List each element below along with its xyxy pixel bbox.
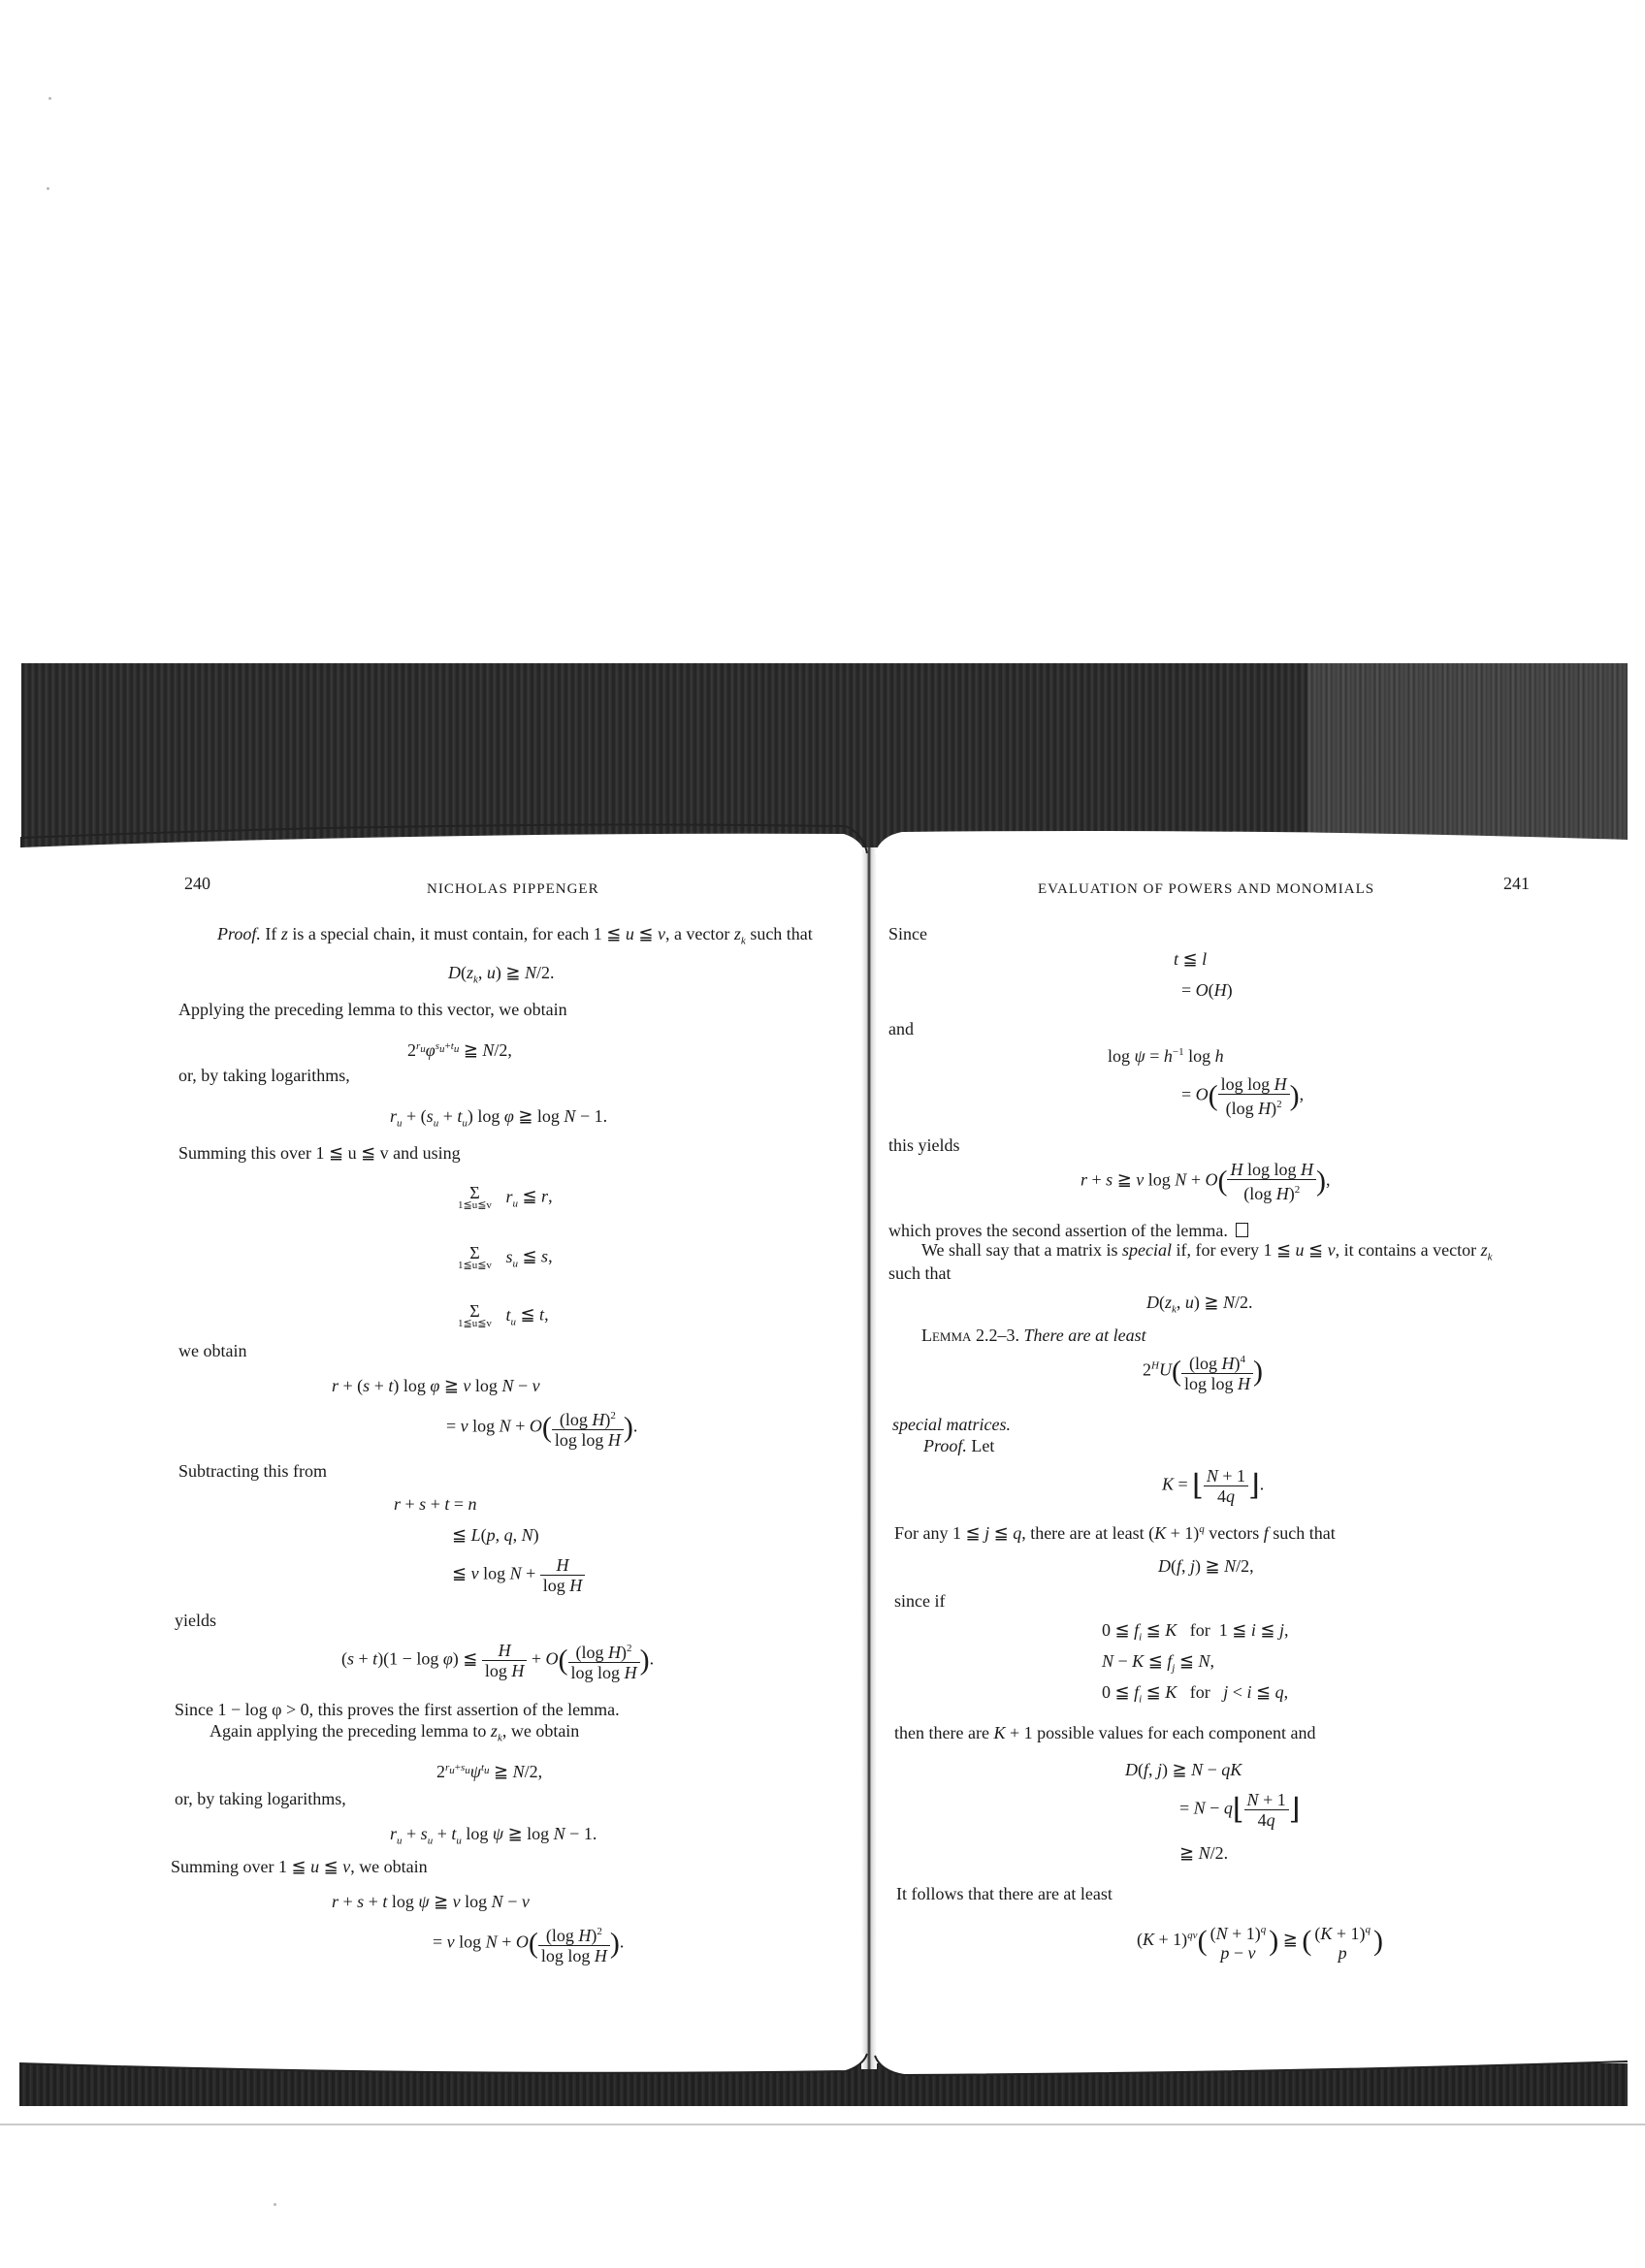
- equation-rstn-2: ≦ L(p, q, N): [452, 1525, 539, 1545]
- paragraph-special-matrices: special matrices.: [892, 1415, 1011, 1434]
- equation-rst-line-2: = v log N + O( $\frac{(\log H)^2}{\text{log log H}}$ ).: [446, 1406, 637, 1450]
- paragraph-then-there: then there are K + 1 possible values for each component and: [894, 1723, 1316, 1742]
- proof-label: Proof.: [217, 924, 261, 943]
- equation-final-count: $(K + 1)^{qv}$( $(N + 1)^q$ p − v ) ≧ ( $(K + 1)^q$ p ): [1137, 1924, 1383, 1963]
- equation-log-bound-2: $r_u + s_u + t_u$ log ψ ≧ log N − 1.: [390, 1824, 597, 1847]
- scan-speck: [274, 2203, 276, 2206]
- equation-rstn-1: r + s + t = n: [394, 1494, 477, 1514]
- qed-box-icon: [1236, 1223, 1248, 1237]
- equation-st-bound: (s + t)(1 − log φ) ≦ $\frac{H}{\text{log H}}$ + O( $\frac{(\log H)^2}{\text{log log H}}$ ).: [341, 1641, 655, 1682]
- equation-d-zk: $D(z_k$, u) ≧ N/2.: [448, 963, 555, 986]
- equation-d-zk-right: $D(z_k$, u) ≧ N/2.: [1146, 1293, 1253, 1316]
- paragraph-summing-2: Summing over 1 ≦ u ≦ v, we obtain: [171, 1857, 428, 1876]
- paragraph-since-if: since if: [894, 1591, 946, 1611]
- paragraph-applying: Applying the preceding lemma to this vector, we obtain: [178, 1000, 567, 1019]
- paragraph-since-first-assertion: Since 1 − log φ > 0, this proves the first assertion of the lemma.: [175, 1700, 620, 1719]
- equation-d-fj-bound-2: = N − q⌊ $\frac{N + 1}{4q}$ ⌋: [1179, 1790, 1301, 1830]
- equation-special-count: $2^HU$( $\frac{(\log H)^4}{\text{log log H}}$ ): [1143, 1350, 1263, 1393]
- equation-fi-range-3: 0 ≦ $f_i$ ≦ K for j < i ≦ q,: [1102, 1682, 1289, 1706]
- paragraph-we-obtain-1: we obtain: [178, 1341, 247, 1360]
- equation-rs-bound: r + s ≧ v log N + O( $\frac{\text{H log log H}}{(\log H)^2}$ ),: [1081, 1160, 1331, 1203]
- equation-rst-psi-1: r + s + t log ψ ≧ v log N − v: [332, 1892, 530, 1911]
- left-page: [21, 847, 863, 2063]
- equation-log-psi-2: = O( $\frac{\text{log log H}}{(\log H)^2}$ ),: [1181, 1074, 1305, 1118]
- paragraph-yields: yields: [175, 1611, 216, 1630]
- book-shadow-top: [21, 663, 1628, 847]
- equation-log-psi-1: $\log \psi = h^{-1}$ log h: [1108, 1046, 1224, 1066]
- paragraph-it-follows: It follows that there are at least: [896, 1884, 1113, 1903]
- scan-speck: [48, 97, 51, 100]
- sum-s-equation: Σ 1≦u≦v $s_u$ ≦ s,: [458, 1243, 553, 1271]
- paragraph-subtracting: Subtracting this from: [178, 1461, 327, 1481]
- proof-intro-text: If z is a special chain, it must contain, for each 1 ≦ u ≦ v, a vector $z_k$ such that: [265, 924, 813, 947]
- paragraph-this-yields: this yields: [888, 1135, 960, 1155]
- book-gutter: [861, 847, 877, 2069]
- paragraph-and: and: [888, 1019, 914, 1038]
- equation-d-fj-bound-3: ≧ N/2.: [1179, 1843, 1229, 1863]
- equation-o-h: = O(H): [1181, 980, 1233, 1000]
- paragraph-or-log-1: or, by taking logarithms,: [178, 1066, 350, 1085]
- equation-power-bound: $2^{r_u}\varphi^{s_u+t_u}$ ≧ N/2,: [407, 1040, 512, 1060]
- equation-rstn-3: ≦ v log N + $\frac{H}{\text{log H}}$: [452, 1555, 585, 1595]
- equation-rst-line-1: r + (s + t) log φ ≧ v log N − v: [332, 1376, 540, 1395]
- left-running-header: NICHOLAS PIPPENGER: [427, 881, 599, 897]
- paragraph-which-proves: which proves the second assertion of the lemma.: [888, 1220, 1248, 1241]
- paragraph-summing-1: Summing this over 1 ≦ u ≦ v and using: [178, 1143, 461, 1163]
- right-running-header: EVALUATION OF POWERS AND MONOMIALS: [1038, 881, 1375, 897]
- scan-speck: [47, 187, 49, 190]
- paragraph-since: Since: [888, 924, 927, 943]
- paragraph-again-applying: Again applying the preceding lemma to $z_k$, we obtain: [210, 1721, 580, 1744]
- equation-d-fj: D(f, j) ≧ N/2,: [1158, 1556, 1254, 1576]
- sum-r-equation: Σ 1≦u≦v $r_u$ ≦ r,: [458, 1183, 553, 1211]
- paragraph-such-that: such that: [888, 1263, 952, 1283]
- paragraph-proof-let: Proof. Let: [923, 1436, 995, 1455]
- paragraph-for-any: For any 1 ≦ j ≦ q, there are at least $(K + 1)^q$ vectors f such that: [894, 1523, 1336, 1543]
- equation-k-def: K = ⌊ $\frac{N + 1}{4q}$ ⌋.: [1162, 1466, 1265, 1506]
- left-page-number: 240: [184, 874, 210, 893]
- equation-log-bound: $r_u + (s_u + t_u)$ log φ ≧ log N − 1.: [390, 1106, 608, 1130]
- equation-fi-range-2: N − K ≦ $f_j$ ≦ N,: [1102, 1651, 1214, 1675]
- lemma-statement: Lemma 2.2–3. There are at least: [921, 1326, 1146, 1345]
- paragraph-or-log-2: or, by taking logarithms,: [175, 1789, 346, 1808]
- book-shadow-bottom: [19, 2063, 1628, 2106]
- right-page-number: 241: [1503, 874, 1530, 893]
- sum-t-equation: Σ 1≦u≦v $t_u$ ≦ t,: [458, 1301, 549, 1329]
- paragraph-we-shall: We shall say that a matrix is special if, for every 1 ≦ u ≦ v, it contains a vector $z_k$: [921, 1240, 1493, 1263]
- equation-power-bound-2: $2^{r_u+s_u}\psi^{t_u}$ ≧ N/2,: [436, 1762, 543, 1781]
- desk-edge: [0, 2124, 1645, 2125]
- equation-rst-psi-2: = v log N + O( $\frac{(\log H)^2}{\text{log log H}}$ ).: [433, 1922, 624, 1965]
- equation-d-fj-bound-1: D(f, j) ≧ N − qK: [1125, 1760, 1242, 1779]
- proof-intro-line: [217, 923, 813, 952]
- equation-fi-range-1: 0 ≦ $f_i$ ≦ K for 1 ≦ i ≦ j,: [1102, 1620, 1289, 1644]
- equation-t-le-l: t ≦ l: [1174, 949, 1208, 969]
